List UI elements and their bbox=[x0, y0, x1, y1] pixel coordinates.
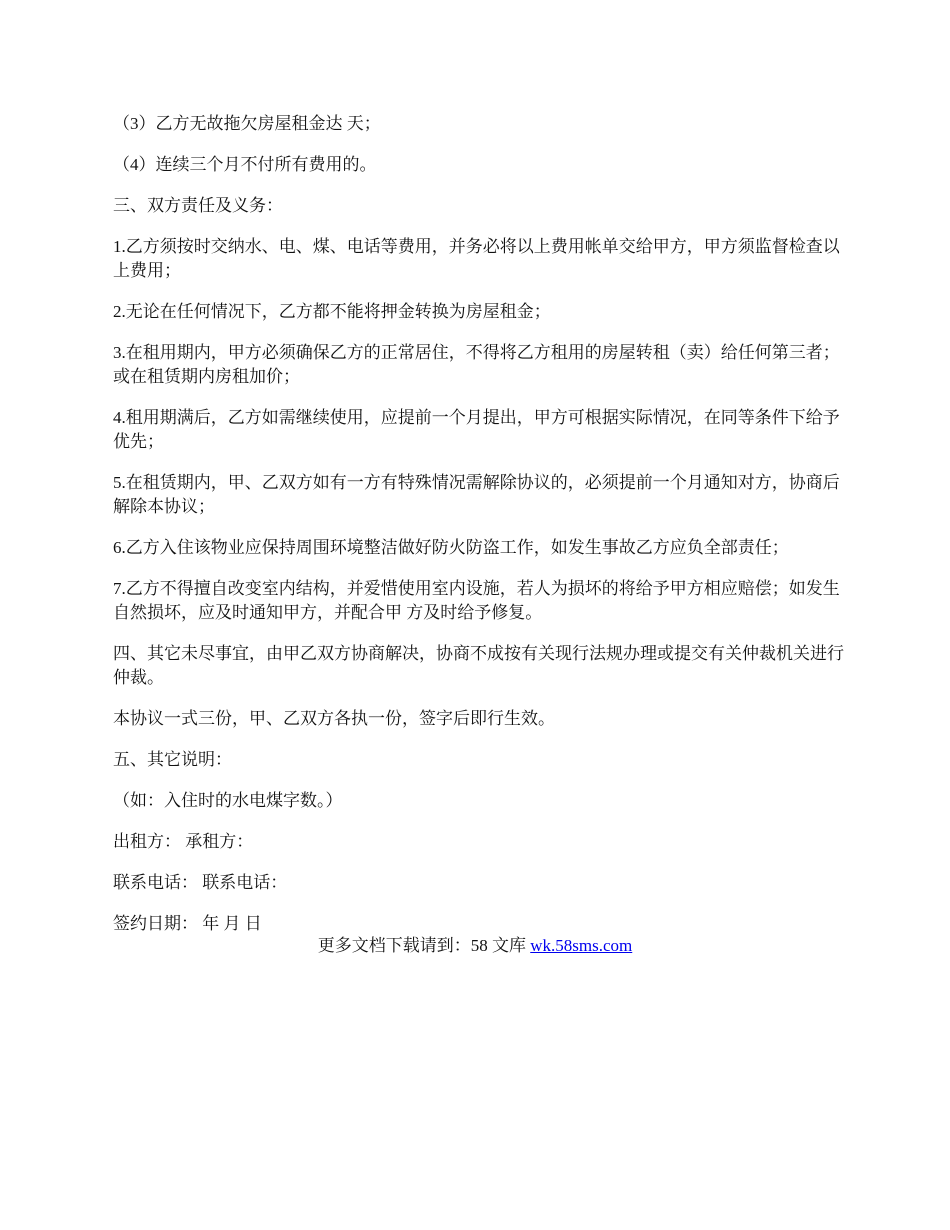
section-heading: 三、双方责任及义务： bbox=[113, 196, 283, 215]
signature-line: 联系电话： 联系电话： bbox=[113, 873, 288, 892]
clause-paragraph: （4）连续三个月不付所有费用的。 bbox=[113, 155, 377, 174]
signature-line: 出租方： 承租方： bbox=[113, 832, 254, 851]
clause-paragraph: 6.乙方入住该物业应保持周围环境整洁做好防火防盗工作，如发生事故乙方应负全部责任； bbox=[113, 538, 789, 557]
section-heading: 四、其它未尽事宜，由甲乙双方协商解决，协商不成按有关现行法规办理或提交有关仲裁机关进行仲裁。 bbox=[113, 644, 844, 687]
clause-paragraph: 本协议一式三份，甲、乙双方各执一份，签字后即行生效。 bbox=[113, 709, 555, 728]
clause-paragraph: 4.租用期满后，乙方如需继续使用，应提前一个月提出，甲方可根据实际情况，在同等条件下给予优先； bbox=[113, 408, 840, 451]
clause-paragraph: 3.在租用期内，甲方必须确保乙方的正常居住，不得将乙方租用的房屋转租（卖）给任何第三者；或在租赁期内房租加价； bbox=[113, 343, 840, 386]
footer-text: 更多文档下载请到：58 文库 bbox=[317, 936, 531, 955]
clause-paragraph: 2.无论在任何情况下，乙方都不能将押金转换为房屋租金； bbox=[113, 302, 551, 321]
clause-paragraph: 7.乙方不得擅自改变室内结构，并爱惜使用室内设施，若人为损坏的将给予甲方相应赔偿；如发生自然损坏，应及时通知甲方，并配合甲 方及时给予修复。 bbox=[113, 579, 840, 622]
footer-link[interactable]: wk.58sms.com bbox=[530, 936, 633, 955]
clause-paragraph: 5.在租赁期内，甲、乙双方如有一方有特殊情况需解除协议的，必须提前一个月通知对方，协商后解除本协议； bbox=[113, 473, 840, 516]
clause-paragraph: （3）乙方无故拖欠房屋租金达 天； bbox=[113, 114, 381, 133]
note-paragraph: （如：入住时的水电煤字数。） bbox=[113, 791, 343, 810]
document-body bbox=[113, 112, 845, 953]
clause-paragraph: 1.乙方须按时交纳水、电、煤、电话等费用，并务必将以上费用帐单交给甲方，甲方须监督检查以上费用； bbox=[113, 237, 840, 280]
footer bbox=[0, 934, 950, 958]
signature-line: 签约日期： 年 月 日 bbox=[113, 914, 262, 933]
section-heading: 五、其它说明： bbox=[113, 750, 232, 769]
